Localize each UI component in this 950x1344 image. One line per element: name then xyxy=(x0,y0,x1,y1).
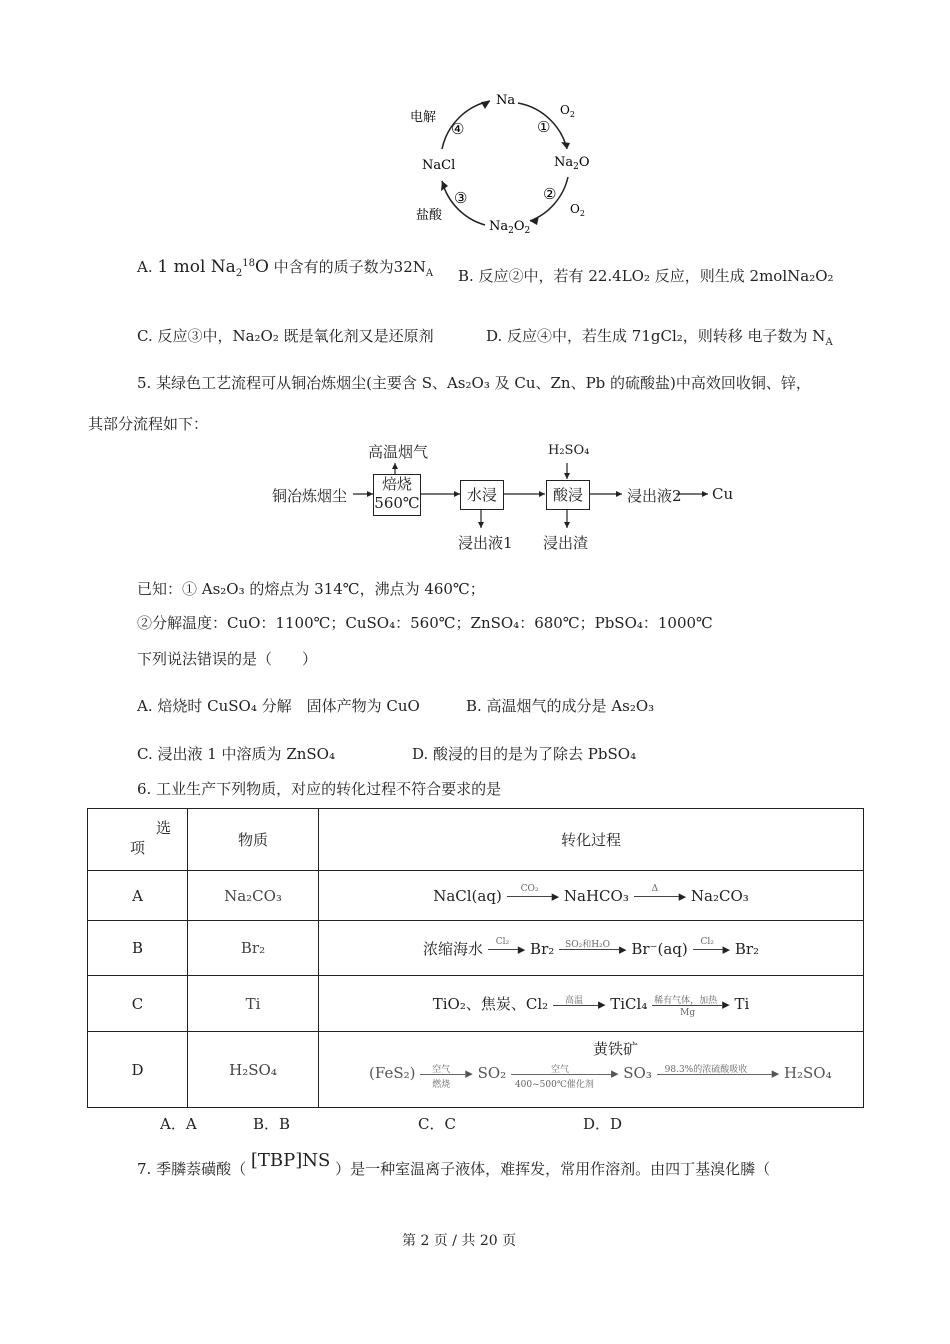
q6-stem: 6. 工业生产下列物质，对应的转化过程不符合要求的是 xyxy=(137,780,502,798)
flow-cu: Cu xyxy=(712,485,734,503)
flow-residue: 浸出渣 xyxy=(543,534,589,552)
flow-h2so4: H₂SO₄ xyxy=(548,443,590,458)
q5-known-2: ②分解温度：CuO：1100℃；CuSO₄：560℃；ZnSO₄：680℃；PbSO₄：1000℃ xyxy=(137,614,713,632)
o2-label-1: $O_2$ xyxy=(560,103,575,119)
na2o2-label: $Na_2O_2$ xyxy=(489,219,531,236)
flow-roast-box xyxy=(373,474,421,516)
q4-option-c: C. 反应③中，Na₂O₂ 既是氧化剂又是还原剂 xyxy=(137,327,434,345)
circle-num-1: ① xyxy=(537,118,551,136)
q5-option-b: B. 高温烟气的成分是 As₂O₃ xyxy=(466,697,655,715)
nacl-label: NaCl xyxy=(422,158,456,173)
q5-option-c: C. 浸出液 1 中溶质为 ZnSO₄ xyxy=(137,745,335,763)
q7-stem: 7. 季膦萘磺酸（ [TBP]NS ）是一种室温离子液体，难挥发，常用作溶剂。由四丁基溴化膦（ xyxy=(137,1150,771,1178)
q6-header-substance: 物质 xyxy=(188,809,319,871)
sodium-cycle-diagram xyxy=(400,85,610,245)
q5-stem-1: 5. 某绿色工艺流程可从铜冶炼烟尘(主要含 S、As₂O₃ 及 Cu、Zn、Pb 的硫酸盐)中高效回收铜、锌， xyxy=(137,374,811,392)
flow-leach2: 浸出液2 xyxy=(627,487,682,505)
q6-row-d-process: 黄铁矿 (FeS₂) 空气 燃烧 ▸ SO₂ 空气 400~500℃催化剂 ▸ SO₃ 98.3%的浓硫酸吸收 ▸ H₂SO₄ xyxy=(319,1032,864,1108)
na2o-label: $Na_2O$ xyxy=(554,155,590,172)
flow-gas: 高温烟气 xyxy=(368,443,429,461)
q6-row-b-process: 浓缩海水 Cl₂ ▸ Br₂ SO₂和H₂O ▸ Br⁻(aq) Cl₂ ▸ Br₂ xyxy=(319,921,864,976)
circle-num-4: ④ xyxy=(451,120,465,138)
q6-row-c-opt: C xyxy=(88,976,188,1032)
q5-option-a: A. 焙烧时 CuSO₄ 分解 固体产物为 CuO xyxy=(137,697,420,715)
flow-roast-temp: 560℃ xyxy=(374,494,420,512)
q6-row-a-opt: A xyxy=(88,871,188,921)
q6-row-a-process: NaCl(aq) CO₂ ▸ NaHCO₃ Δ ▸ Na₂CO₃ xyxy=(319,871,864,921)
flow-roast-label: 焙烧 xyxy=(381,475,412,493)
q6-header-option: 选 项 xyxy=(88,809,188,871)
q6-row-b-opt: B xyxy=(88,921,188,976)
q5-known-1: 已知：① As₂O₃ 的熔点为 314℃，沸点为 460℃； xyxy=(137,580,485,598)
q6-answer-b: B．B xyxy=(253,1115,291,1133)
q4-option-d: D. 反应④中，若生成 71gCl₂，则转移 电子数为 $N_A$ xyxy=(486,327,833,348)
q4-option-a: A. 1 mol $Na_2^{18}O$ 中含有的质子数为$32N_A$ xyxy=(137,257,434,279)
yansuan-label: 盐酸 xyxy=(416,208,443,223)
circle-num-2: ② xyxy=(543,185,557,203)
flow-water-box: 水浸 xyxy=(460,480,504,510)
q6-answer-a: A．A xyxy=(160,1115,197,1133)
flow-input: 铜冶炼烟尘 xyxy=(272,487,348,505)
o2-label-2: $O_2$ xyxy=(570,202,585,218)
q6-table xyxy=(87,808,864,1108)
q5-option-d: D. 酸浸的目的是为了除去 PbSO₄ xyxy=(412,745,637,763)
na-label: Na xyxy=(496,93,516,108)
q6-row-c-sub: Ti xyxy=(188,976,319,1032)
flow-acid-box: 酸浸 xyxy=(546,480,590,510)
circle-num-3: ③ xyxy=(454,189,468,207)
q4-option-b: B. 反应②中，若有 22.4LO₂ 反应，则生成 2molNa₂O₂ xyxy=(458,267,834,285)
q6-row-b-sub: Br₂ xyxy=(188,921,319,976)
q6-row-c-process: TiO₂、焦炭、Cl₂ 高温 ▸ TiCl₄ 稀有气体，加热 Mg ▸ Ti xyxy=(319,976,864,1032)
q6-row-a-sub: Na₂CO₃ xyxy=(188,871,319,921)
dianjie-label: 电解 xyxy=(410,110,437,125)
q6-answer-c: C．C xyxy=(418,1115,456,1133)
q6-header-process: 转化过程 xyxy=(319,809,864,871)
q5-stem-2: 其部分流程如下： xyxy=(88,415,209,433)
page-footer: 第 2 页 / 共 20 页 xyxy=(402,1233,517,1249)
q6-row-d-opt: D xyxy=(88,1032,188,1108)
flow-leach1: 浸出液1 xyxy=(458,534,513,552)
q6-row-d-title: 黄铁矿 xyxy=(593,1040,639,1058)
q6-row-d-sub: H₂SO₄ xyxy=(188,1032,319,1108)
q5-ask: 下列说法错误的是（ ） xyxy=(137,650,318,668)
q6-answer-d: D．D xyxy=(583,1115,623,1133)
